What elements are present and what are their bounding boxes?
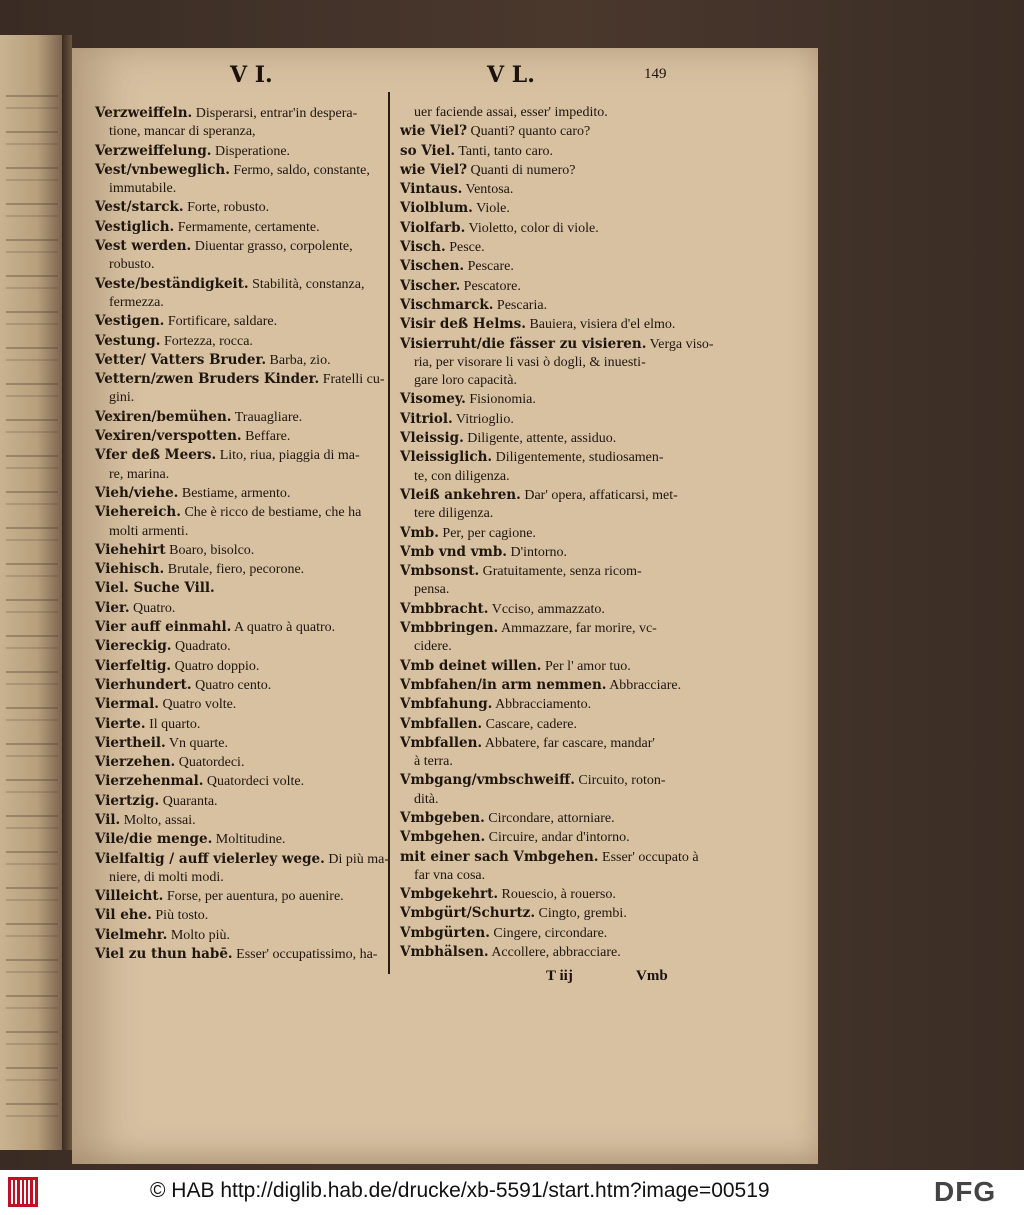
definition: Disperatione. — [211, 143, 291, 159]
headword: Vmbfallen. — [400, 715, 483, 732]
definition: Più tosto. — [151, 908, 209, 924]
dictionary-entry — [400, 943, 690, 962]
dictionary-entry — [400, 562, 690, 581]
headword: Viehehirt — [95, 541, 166, 558]
headword: Violblum. — [400, 200, 473, 217]
entry-continuation: gare loro capacità. — [414, 373, 517, 389]
dictionary-entry — [400, 715, 690, 734]
dictionary-entry — [400, 277, 690, 296]
definition: Fortezza, rocca. — [160, 333, 253, 349]
headword: Vmbgehen. — [400, 829, 486, 846]
dictionary-entry — [95, 734, 385, 753]
dictionary-entry — [95, 792, 385, 811]
dictionary-entry — [400, 390, 690, 409]
definition: Vcciso, ammazzato. — [488, 601, 605, 617]
definition: Quatordeci volte. — [203, 774, 305, 790]
dictionary-entry — [400, 296, 690, 315]
definition: Diligente, attente, assiduo. — [463, 431, 617, 447]
headword: Verzweiffelung. — [95, 142, 212, 159]
left-page-edge — [0, 35, 62, 1150]
definition: Forse, per auentura, po auenire. — [163, 889, 344, 905]
definition: Quatordeci. — [175, 755, 245, 771]
headword: Vmb deinet willen. — [400, 657, 542, 674]
dictionary-entry — [95, 161, 385, 180]
definition: Beffare. — [241, 429, 291, 445]
dictionary-entry — [95, 484, 385, 503]
definition: Barba, zio. — [266, 352, 331, 368]
definition: Esser' occupatissimo, ha- — [232, 947, 378, 963]
headword: Visierruht/die fässer zu visieren. — [400, 335, 647, 352]
definition: Trauagliare. — [231, 409, 303, 425]
headword: Vile/die menge. — [95, 831, 213, 848]
definition: Rouescio, à rouerso. — [498, 887, 616, 903]
dictionary-entry — [400, 315, 690, 334]
ghost-text-line — [6, 563, 58, 577]
ghost-text-line — [6, 887, 58, 901]
headword: wie Viel? — [400, 161, 468, 178]
headword: Vetter/ Vatters Bruder. — [95, 351, 267, 368]
definition: Molto più. — [167, 927, 230, 943]
headword: Vleiß ankehren. — [400, 486, 521, 503]
ghost-text-line — [6, 743, 58, 757]
definition: Esser' occupato à — [598, 849, 699, 865]
ghost-text-line — [6, 383, 58, 397]
definition: Per l' amor tuo. — [541, 658, 631, 674]
headword: Vmb vnd vmb. — [400, 543, 507, 560]
ghost-text-line — [6, 275, 58, 289]
dictionary-entry — [95, 142, 385, 161]
headword: so Viel. — [400, 142, 456, 159]
definition: Pescatore. — [460, 278, 521, 294]
definition: Cascare, cadere. — [482, 716, 577, 732]
dictionary-entry — [400, 257, 690, 276]
definition: Abbracciamento. — [492, 697, 592, 713]
definition: Brutale, fiero, pecorone. — [164, 562, 305, 578]
definition: Molto, assai. — [120, 812, 196, 828]
dictionary-entry — [400, 486, 690, 505]
dictionary-entry — [95, 887, 385, 906]
dictionary-entry — [95, 503, 385, 522]
ghost-text-line — [6, 491, 58, 505]
dictionary-entry — [95, 198, 385, 217]
headword: Vil ehe. — [95, 907, 152, 924]
definition: Cingto, grembi. — [535, 906, 627, 922]
entry-continuation: ria, per visorare li vasi ò dogli, & inuesti- — [414, 354, 646, 370]
dictionary-entry — [95, 446, 385, 465]
ghost-text-line — [6, 167, 58, 181]
definition: Gratuitamente, senza ricom- — [479, 564, 642, 580]
entry-continuation: tione, mancar di speranza, — [109, 124, 256, 140]
ghost-text-line — [6, 131, 58, 145]
headword: Vexiren/bemühen. — [95, 408, 232, 425]
dictionary-entry — [95, 850, 389, 869]
definition: Di più ma- — [324, 851, 389, 867]
definition: Cingere, circondare. — [489, 925, 608, 941]
dictionary-column-left — [95, 104, 389, 964]
definition: Stabilità, constanza, — [248, 276, 365, 292]
ghost-text-line — [6, 347, 58, 361]
dictionary-entry — [400, 619, 690, 638]
ghost-text-line — [6, 1031, 58, 1045]
headword: Viel. Suche Vill. — [95, 580, 215, 597]
ghost-text-line — [6, 923, 58, 937]
definition: Disperarsi, entrar'in despera- — [192, 106, 358, 121]
headword: Viehisch. — [95, 561, 165, 578]
dfg-logo: DFG — [934, 1176, 997, 1207]
dictionary-entry — [400, 142, 690, 161]
headword: Vitriol. — [400, 410, 453, 427]
dictionary-entry — [95, 408, 385, 427]
headword: wie Viel? — [400, 123, 468, 140]
ghost-text-line — [6, 815, 58, 829]
definition: Circuire, andar d'intorno. — [485, 830, 630, 846]
dictionary-entry — [400, 924, 690, 943]
definition: Boaro, bisolco. — [165, 542, 255, 558]
dictionary-entry — [400, 180, 690, 199]
definition: Vitrioglio. — [452, 411, 514, 427]
headword: Vmbgekehrt. — [400, 886, 499, 903]
definition: Che è ricco de bestiame, che ha — [180, 505, 362, 521]
headword: Viertzig. — [95, 792, 160, 809]
dictionary-entry — [95, 237, 385, 256]
definition: Accollere, abbracciare. — [488, 945, 621, 961]
entry-continuation: robusto. — [109, 257, 155, 273]
definition: Quatro. — [129, 600, 176, 616]
dictionary-entry — [400, 695, 690, 714]
headword: Vmbgürten. — [400, 924, 490, 941]
dictionary-entry — [400, 410, 690, 429]
headword: Vest/vnbeweglich. — [95, 161, 230, 178]
headword: Viel zu thun habē. — [95, 946, 233, 963]
definition: Diuentar grasso, corpolente, — [191, 239, 353, 255]
headword: Vestigen. — [95, 313, 165, 330]
headword: Visch. — [400, 239, 446, 256]
headword: Vleissig. — [400, 430, 464, 447]
definition: Violetto, color di viole. — [465, 220, 599, 236]
definition: Pescaria. — [493, 297, 548, 313]
ghost-text-line — [6, 203, 58, 217]
headword: Vier. — [95, 599, 130, 616]
ghost-text-line — [6, 239, 58, 253]
source-link[interactable]: © HAB http://diglib.hab.de/drucke/xb-5591/start.htm?image=00519 — [150, 1179, 770, 1202]
ghost-text-line — [6, 995, 58, 1009]
signature-mark: T iij — [546, 968, 573, 984]
entry-continuation: uer faciende assai, esser' impedito. — [414, 105, 608, 120]
headword: Villeicht. — [95, 888, 164, 905]
dictionary-entry — [95, 637, 385, 656]
dictionary-entry — [400, 335, 714, 354]
definition: Verga viso- — [646, 336, 714, 352]
dictionary-entry — [400, 904, 690, 923]
dictionary-entry — [400, 676, 690, 695]
dictionary-entry — [400, 161, 690, 180]
headword: Viertheil. — [95, 734, 166, 751]
headword: Verzweiffeln. — [95, 105, 193, 121]
dictionary-entry — [400, 657, 690, 676]
ghost-text-line — [6, 455, 58, 469]
headword: Vest/starck. — [95, 199, 184, 216]
ghost-text-line — [6, 851, 58, 865]
dictionary-entry — [95, 104, 385, 123]
headword: Vexiren/verspotten. — [95, 428, 242, 445]
definition: Quanti di numero? — [467, 162, 576, 178]
definition: Circondare, attorniare. — [484, 810, 615, 826]
headword: Viermal. — [95, 696, 159, 713]
headword: Vmb. — [400, 524, 439, 541]
definition: Pesce. — [445, 240, 485, 256]
headword: Vestiglich. — [95, 218, 175, 235]
dictionary-entry — [95, 427, 385, 446]
headword: Visir deß Helms. — [400, 316, 526, 333]
definition: Fratelli cu- — [319, 372, 385, 388]
dictionary-entry — [400, 600, 690, 619]
entry-continuation: far vna cosa. — [414, 867, 486, 883]
ghost-text-line — [6, 95, 58, 109]
definition: Viole. — [472, 201, 510, 217]
dictionary-entry — [95, 830, 385, 849]
headword: Vielfaltig / auff vielerley wege. — [95, 850, 325, 867]
headword: Viehereich. — [95, 504, 181, 521]
dictionary-entry — [400, 524, 690, 543]
definition: Circuito, roton- — [574, 773, 666, 789]
headword: Vmbgeben. — [400, 809, 485, 826]
dictionary-entry — [95, 618, 385, 637]
dictionary-entry — [400, 848, 699, 867]
dictionary-entry — [95, 811, 385, 830]
definition: Bestiame, armento. — [178, 485, 291, 501]
ghost-text-line — [6, 707, 58, 721]
definition: Quadrato. — [171, 639, 231, 655]
dictionary-entry — [95, 560, 385, 579]
headword: mit einer sach Vmbgehen. — [400, 848, 599, 865]
dictionary-entry — [95, 753, 385, 772]
entry-continuation: re, marina. — [109, 466, 170, 482]
definition: Per, per cagione. — [438, 525, 536, 541]
dictionary-entry — [95, 332, 385, 351]
entry-continuation: cidere. — [414, 639, 452, 655]
ghost-text-line — [6, 1103, 58, 1117]
ghost-text-line — [6, 311, 58, 325]
headword: Viereckig. — [95, 638, 172, 655]
headword: Violfarb. — [400, 219, 466, 236]
dictionary-entry — [400, 543, 690, 562]
definition: Fermamente, certamente. — [174, 219, 320, 235]
dictionary-entry — [95, 772, 385, 791]
definition: Pescare. — [464, 259, 514, 275]
dictionary-entry — [95, 370, 385, 389]
entry-continuation: te, con diligenza. — [414, 468, 510, 484]
definition: Abbracciare. — [606, 677, 682, 693]
headword: Vierhundert. — [95, 676, 192, 693]
ghost-text-line — [6, 527, 58, 541]
definition: Ammazzare, far morire, vc- — [498, 621, 657, 637]
headword: Vmbgürt/Schurtz. — [400, 905, 536, 922]
dictionary-entry — [400, 771, 690, 790]
entry-continuation: immutabile. — [109, 181, 177, 197]
headword: Vmbsonst. — [400, 563, 480, 580]
dictionary-entry — [400, 238, 690, 257]
headword: Vmbbringen. — [400, 620, 499, 637]
headword: Vmbfahen/in arm nemmen. — [400, 676, 607, 693]
headword: Vmbfallen. — [400, 734, 483, 751]
viewer-footer — [0, 1170, 1024, 1215]
dictionary-entry — [400, 448, 690, 467]
headword: Vintaus. — [400, 181, 463, 198]
running-head-left: V I. — [230, 62, 273, 88]
entry-continuation: fermezza. — [109, 294, 164, 310]
definition: Dar' opera, affaticarsi, met- — [520, 487, 678, 503]
entry-continuation: molti armenti. — [109, 523, 189, 539]
definition: Tanti, tanto caro. — [455, 143, 553, 159]
page-number: 149 — [644, 66, 667, 82]
ghost-text-line — [6, 635, 58, 649]
definition: Abbatere, far cascare, mandar' — [482, 735, 655, 751]
dictionary-entry — [400, 122, 690, 141]
definition: Forte, robusto. — [183, 200, 270, 216]
ghost-text-line — [6, 599, 58, 613]
headword: Vierte. — [95, 715, 146, 732]
definition: A quatro à quatro. — [231, 620, 336, 636]
headword: Vierzehenmal. — [95, 773, 204, 790]
dictionary-entry — [400, 828, 690, 847]
headword: Vischen. — [400, 258, 465, 275]
dictionary-entry — [95, 657, 385, 676]
definition: Quanti? quanto caro? — [467, 124, 591, 140]
definition: Diligentemente, studiosamen- — [492, 450, 664, 466]
headword: Vier auff einmahl. — [95, 619, 232, 636]
running-head-right: V L. — [487, 62, 535, 88]
headword: Vmbfahung. — [400, 696, 493, 713]
dictionary-entry — [95, 599, 385, 618]
dictionary-entry — [400, 199, 690, 218]
ghost-text-line — [6, 779, 58, 793]
headword: Veste/beständigkeit. — [95, 275, 249, 292]
headword: Vieh/viehe. — [95, 484, 179, 501]
headword: Vest werden. — [95, 238, 192, 255]
definition: Quaranta. — [159, 793, 218, 809]
definition: Quatro volte. — [158, 697, 237, 713]
headword: Vmbbracht. — [400, 600, 489, 617]
definition: Fisionomia. — [465, 392, 536, 408]
headword: Vestung. — [95, 332, 161, 349]
dictionary-entry — [400, 734, 690, 753]
ghost-text-line — [6, 671, 58, 685]
entry-continuation: pensa. — [414, 582, 450, 598]
dictionary-entry — [95, 695, 385, 714]
dictionary-entry — [95, 945, 385, 964]
headword: Vil. — [95, 811, 121, 828]
dictionary-column-right — [400, 104, 714, 962]
dictionary-entry — [95, 351, 385, 370]
headword: Vierfeltig. — [95, 657, 172, 674]
definition: Il quarto. — [145, 716, 201, 732]
headword: Vfer deß Meers. — [95, 447, 217, 464]
headword: Vierzehen. — [95, 754, 176, 771]
definition: Fermo, saldo, constante, — [229, 162, 370, 178]
definition: Ventosa. — [462, 182, 514, 198]
dictionary-entry — [95, 906, 385, 925]
definition: Bauiera, visiera d'el elmo. — [525, 317, 676, 333]
definition: D'intorno. — [506, 544, 568, 560]
entry-continuation: à terra. — [414, 754, 453, 770]
dictionary-entry — [95, 275, 385, 294]
ghost-text-line — [6, 959, 58, 973]
definition: Vn quarte. — [165, 735, 229, 751]
entry-continuation: niere, di molti modi. — [109, 869, 224, 885]
headword: Vmbgang/vmbschweiff. — [400, 772, 575, 789]
dictionary-entry — [95, 715, 385, 734]
definition: Quatro doppio. — [171, 658, 260, 674]
headword: Visomey. — [400, 391, 466, 408]
dictionary-entry — [95, 218, 385, 237]
dictionary-entry — [95, 312, 385, 331]
definition: Moltitudine. — [212, 832, 286, 848]
book-gutter — [62, 35, 72, 1150]
dictionary-entry — [400, 885, 690, 904]
dictionary-entry — [400, 809, 690, 828]
ghost-text-line — [6, 1067, 58, 1081]
headword: Vleissiglich. — [400, 449, 493, 466]
headword: Vettern/zwen Bruders Kinder. — [95, 371, 320, 388]
column-divider — [388, 92, 390, 974]
dictionary-entry — [400, 429, 690, 448]
entry-continuation: dità. — [414, 791, 439, 807]
dictionary-entry — [400, 219, 690, 238]
dictionary-entry — [95, 926, 385, 945]
definition: Fortificare, saldare. — [164, 314, 278, 330]
entry-continuation: tere diligenza. — [414, 506, 494, 522]
headword: Vischmarck. — [400, 296, 494, 313]
entry-continuation: gini. — [109, 390, 135, 406]
dictionary-entry — [95, 541, 385, 560]
headword: Vischer. — [400, 277, 461, 294]
headword: Vielmehr. — [95, 926, 168, 943]
hab-logo-icon — [8, 1177, 38, 1207]
definition: Lito, riua, piaggia di ma- — [216, 448, 360, 464]
ghost-text-line — [6, 419, 58, 433]
definition: Quatro cento. — [191, 677, 272, 693]
dictionary-entry — [95, 579, 385, 598]
dictionary-entry — [95, 676, 385, 695]
headword: Vmbhälsen. — [400, 944, 489, 961]
catchword: Vmb — [636, 968, 668, 984]
